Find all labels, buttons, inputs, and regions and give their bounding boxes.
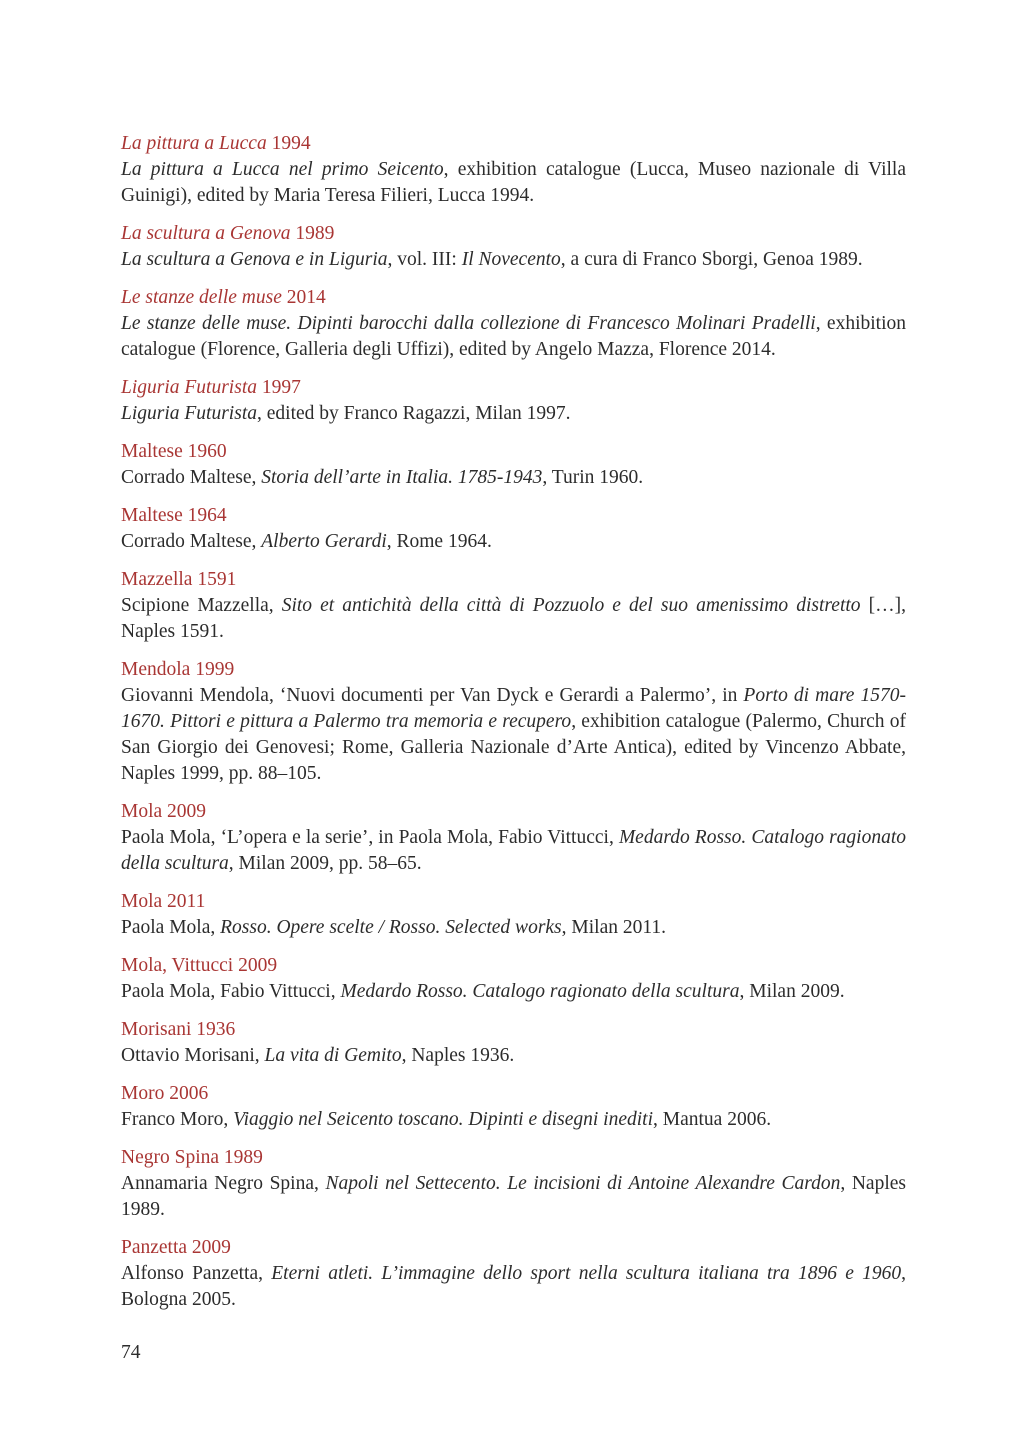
- bibliography-entry: [121, 375, 906, 427]
- text-roman: Paola Mola,: [121, 917, 221, 938]
- text-italic: La pittura a Lucca nel primo Seicento: [121, 159, 444, 180]
- entry-heading: [121, 1145, 906, 1171]
- bibliography-entry: [121, 1017, 906, 1069]
- text-roman: Giovanni Mendola, ‘Nuovi documenti per Van Dyck e Gerardi a Palermo’, in: [121, 685, 744, 706]
- text-roman: , Naples 1989.: [121, 1173, 906, 1220]
- entry-body: [121, 247, 906, 273]
- entry-heading: [121, 799, 906, 825]
- text-italic: Il Novecento: [461, 249, 561, 270]
- entry-body: [121, 311, 906, 363]
- text-roman: , edited by Franco Ragazzi, Milan 1997.: [257, 403, 571, 424]
- bibliography-list: [121, 131, 906, 1313]
- bibliography-entry: [121, 953, 906, 1005]
- text-roman: , a cura di Franco Sborgi, Genoa 1989.: [560, 249, 863, 270]
- text-roman: , Mantua 2006.: [653, 1109, 772, 1130]
- text-roman: , exhibition catalogue (Palermo, Church of San Giorgio dei Genovesi; Rome, Galleria Nazionale d’Arte Antica), edited by Vincenzo Abbate, Naples 1999, pp. 88–105.: [121, 711, 906, 784]
- entry-heading: [121, 657, 906, 683]
- text-italic: Le stanze delle muse. Dipinti barocchi dalla collezione di Francesco Molinari Pradelli: [121, 313, 816, 334]
- entry-heading: [121, 1235, 906, 1261]
- entry-heading: [121, 221, 906, 247]
- entry-heading: [121, 889, 906, 915]
- entry-heading: [121, 1081, 906, 1107]
- text-roman: Moro 2006: [121, 1083, 209, 1104]
- entry-body: [121, 401, 906, 427]
- entry-heading: [121, 1017, 906, 1043]
- entry-body: [121, 1043, 906, 1069]
- text-roman: , Bologna 2005.: [121, 1263, 906, 1310]
- entry-body: [121, 915, 906, 941]
- entry-body: [121, 1261, 906, 1313]
- entry-heading: [121, 439, 906, 465]
- text-roman: , Turin 1960.: [542, 467, 644, 488]
- text-italic: Rosso. Opere scelte / Rosso. Selected works: [220, 917, 562, 938]
- entry-body: [121, 825, 906, 877]
- text-roman: , Milan 2011.: [561, 917, 667, 938]
- text-roman: Mazzella 1591: [121, 569, 237, 590]
- text-roman: , Milan 2009.: [739, 981, 845, 1002]
- text-roman: Mola 2009: [121, 801, 207, 822]
- bibliography-entry: [121, 1081, 906, 1133]
- text-italic: La scultura a Genova e in Liguria: [121, 249, 388, 270]
- text-italic: Alberto Gerardi: [261, 531, 387, 552]
- text-roman: Alfonso Panzetta,: [121, 1263, 272, 1284]
- text-roman: Mola, Vittucci 2009: [121, 955, 278, 976]
- entry-heading: [121, 131, 906, 157]
- text-italic: Le stanze delle muse: [121, 287, 282, 308]
- bibliography-entry: [121, 799, 906, 877]
- bibliography-entry: [121, 221, 906, 273]
- entry-body: [121, 157, 906, 209]
- text-roman: , Milan 2009, pp. 58–65.: [228, 853, 422, 874]
- text-italic: La pittura a Lucca: [121, 133, 267, 154]
- entry-heading: [121, 285, 906, 311]
- text-roman: Ottavio Morisani,: [121, 1045, 265, 1066]
- bibliography-entry: [121, 439, 906, 491]
- entry-heading: [121, 503, 906, 529]
- bibliography-entry: [121, 131, 906, 209]
- text-roman: Franco Moro,: [121, 1109, 234, 1130]
- text-italic: Medardo Rosso. Catalogo ragionato della scultura: [340, 981, 740, 1002]
- bibliography-entry: [121, 503, 906, 555]
- text-roman: , exhibition catalogue (Lucca, Museo nazionale di Villa Guinigi), edited by Maria Teresa Filieri, Lucca 1994.: [121, 159, 907, 206]
- entry-body: [121, 593, 906, 645]
- text-roman: 1994: [266, 133, 311, 154]
- text-roman: Paola Mola, Fabio Vittucci,: [121, 981, 341, 1002]
- entry-body: [121, 465, 906, 491]
- text-roman: Morisani 1936: [121, 1019, 236, 1040]
- text-roman: […], Naples 1591.: [121, 595, 906, 642]
- text-roman: Maltese 1964: [121, 505, 227, 526]
- text-roman: Maltese 1960: [121, 441, 227, 462]
- text-roman: Corrado Maltese,: [121, 531, 262, 552]
- text-roman: Mola 2011: [121, 891, 206, 912]
- text-italic: Liguria Futurista: [121, 403, 257, 424]
- page-footer: [121, 1340, 906, 1366]
- text-roman: 2014: [281, 287, 326, 308]
- text-roman: Corrado Maltese,: [121, 467, 262, 488]
- text-roman: , Naples 1936.: [401, 1045, 515, 1066]
- text-roman: Mendola 1999: [121, 659, 235, 680]
- bibliography-entry: [121, 285, 906, 363]
- text-italic: Storia dell’arte in Italia. 1785-1943: [261, 467, 543, 488]
- text-roman: 1989: [290, 223, 335, 244]
- text-roman: , Rome 1964.: [386, 531, 492, 552]
- text-italic: Eterni atleti. L’immagine dello sport nella scultura italiana tra 1896 e 1960: [271, 1263, 902, 1284]
- text-italic: La vita di Gemito: [264, 1045, 402, 1066]
- bibliography-entry: [121, 567, 906, 645]
- text-roman: Scipione Mazzella,: [121, 595, 282, 616]
- text-roman: Annamaria Negro Spina,: [121, 1173, 326, 1194]
- text-roman: , vol. III:: [387, 249, 462, 270]
- entry-body: [121, 979, 906, 1005]
- text-italic: Napoli nel Settecento. Le incisioni di Antoine Alexandre Cardon: [325, 1173, 841, 1194]
- entry-body: [121, 1107, 906, 1133]
- page-number: 74: [121, 1342, 141, 1363]
- text-italic: Sito et antichità della città di Pozzuolo e del suo amenissimo distretto: [281, 595, 861, 616]
- text-roman: Panzetta 2009: [121, 1237, 231, 1258]
- text-italic: La scultura a Genova: [121, 223, 291, 244]
- text-roman: Negro Spina 1989: [121, 1147, 263, 1168]
- text-italic: Medardo Rosso. Catalogo ragionato della scultura: [121, 827, 906, 874]
- bibliography-entry: [121, 657, 906, 787]
- entry-body: [121, 529, 906, 555]
- text-italic: Liguria Futurista: [121, 377, 257, 398]
- entry-body: [121, 683, 906, 787]
- bibliography-entry: [121, 1145, 906, 1223]
- text-roman: 1997: [257, 377, 301, 398]
- entry-body: [121, 1171, 906, 1223]
- bibliography-entry: [121, 889, 906, 941]
- text-roman: Paola Mola, ‘L’opera e la serie’, in Paola Mola, Fabio Vittucci,: [121, 827, 619, 848]
- bibliography-entry: [121, 1235, 906, 1313]
- text-italic: Viaggio nel Seicento toscano. Dipinti e disegni inediti: [233, 1109, 654, 1130]
- entry-heading: [121, 953, 906, 979]
- entry-heading: [121, 567, 906, 593]
- entry-heading: [121, 375, 906, 401]
- text-italic: Porto di mare 1570-1670. Pittori e pittura a Palermo tra memoria e recupero: [121, 685, 907, 732]
- text-roman: , exhibition catalogue (Florence, Galleria degli Uffizi), edited by Angelo Mazza, Florence 2014.: [121, 313, 906, 360]
